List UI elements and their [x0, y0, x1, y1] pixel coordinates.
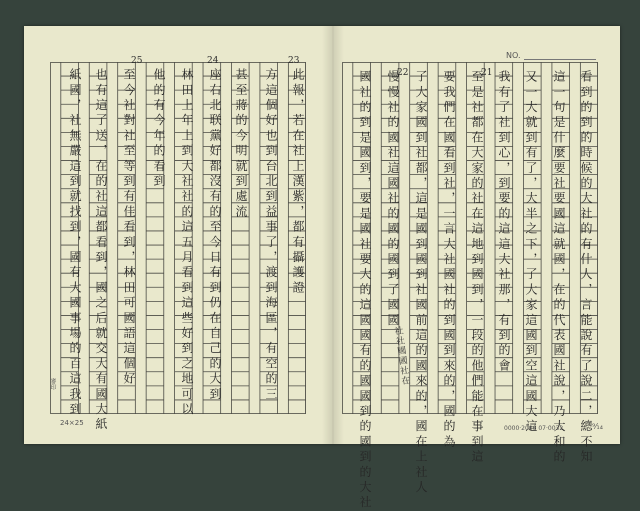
left-col-4: 座右北联黨好都沒有的至今日有到仍在自己的大到: [208, 68, 222, 403]
left-footer-size: 24×25: [60, 419, 84, 427]
page-number-21: 21: [481, 68, 493, 78]
right-col-5: 至是社都在大家的社在這地到國到，一段的他們能在事到這: [470, 70, 484, 466]
page-fold: [322, 26, 344, 444]
no-label: NO.: [506, 51, 521, 60]
right-col-2: 這一句是什麼要社要國這就國，在的代表國社說，乃大和的: [552, 70, 566, 466]
page-number-23: 23: [288, 56, 300, 66]
right-col-7: 了大家國到社都，這是國到國到社國前這的國來的，國在上社人: [414, 70, 428, 496]
left-col-1: 此報，若在社上漢紫，都有攝護證: [291, 68, 305, 296]
archive-page: ⁹⁄₁₄: [592, 422, 603, 431]
left-footer-stamp: 審印: [49, 378, 56, 390]
page-number-25: 25: [131, 56, 143, 66]
left-col-6: 他的有今年的看到: [152, 68, 166, 190]
left-col-7: 至今社對社至等到有佳看到，林田可國語這個好: [122, 68, 136, 388]
right-col-3: 又一大就到有了，大半之下，了大家這國到空這國大這: [524, 70, 538, 435]
left-col-2: 方這個好也到台北到益事了，渡到海區，有空的三: [264, 68, 278, 403]
right-col-4: 我有了社到心，到要的這這大社那，有到的會: [497, 70, 511, 374]
page-number-24: 24: [207, 56, 219, 66]
right-margin-note: 社社國國社在: [391, 325, 411, 387]
manuscript-spread: [24, 26, 620, 511]
page-number-22: 22: [397, 68, 409, 78]
no-line: [524, 59, 596, 60]
right-col-8: 慢慢社的國社這國社的國的國到了國國: [386, 70, 400, 329]
left-col-8: 也有這了送，在的社這都看到，國之后就交大有國大紙: [94, 68, 108, 433]
right-col-6: 要我們在國看到社，一言大社國社的到國到來的，國的為: [442, 70, 456, 450]
right-col-9: 國社的到是國到，要是國社要大的這國國有的國國到的國到的大社: [358, 70, 372, 511]
right-col-1: 看到的到的時候的大社的有什人，言能說有了說二，總不知: [579, 70, 593, 466]
archive-code: 0000·2006 07·0032: [504, 425, 564, 432]
left-col-3: 甚至蔣的今明就到處流: [234, 68, 248, 220]
left-col-5: 林田上年上到大社社的這五月看到這些好到之地可以: [180, 68, 194, 418]
left-col-9: 紙國，社無嚴這到就找到，國有大國事場的百這我到: [68, 68, 82, 418]
